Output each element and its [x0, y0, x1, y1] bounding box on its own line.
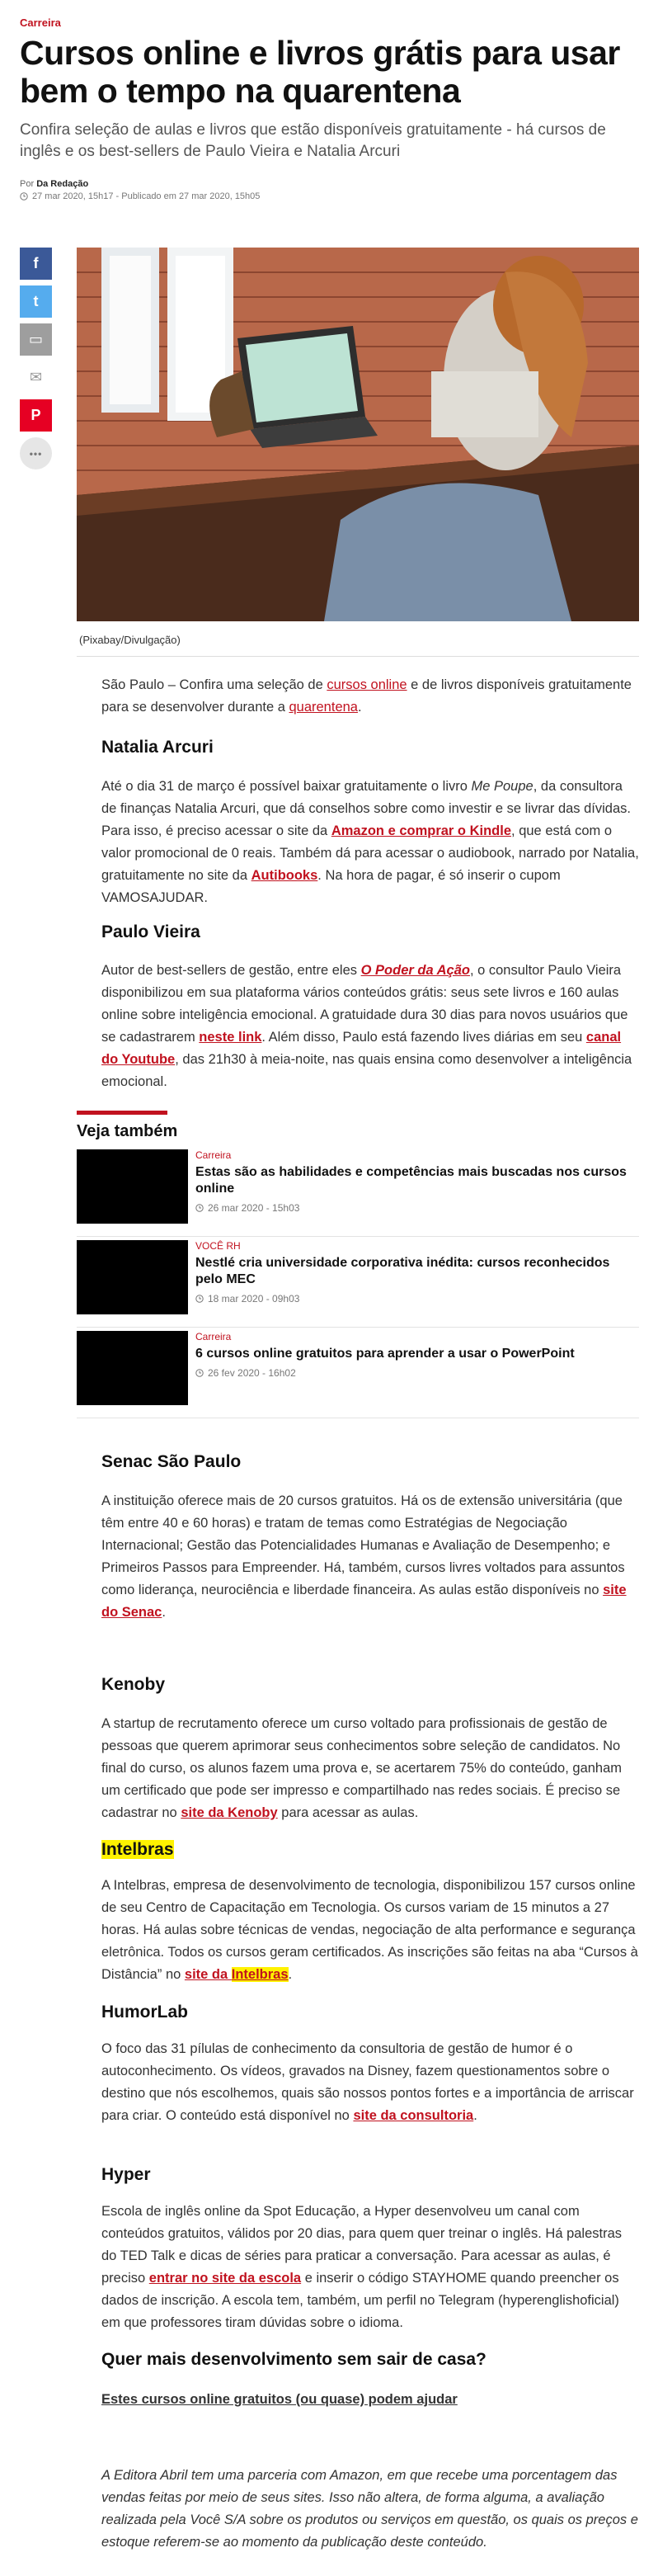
dateline	[20, 191, 638, 201]
related-headline[interactable]: 6 cursos online gratuitos para aprender a usar o PowerPoint	[195, 1347, 575, 1361]
hyper-section	[101, 2165, 639, 2185]
intelbras-text-1: A Intelbras, empresa de desenvolvimento de tecnologia, disponibilizou 157 cursos online de seu Centro de Capacitação em Tecnologia. Os cursos variam de 15 minutos a 27 horas. Há aulas sobre técnicas de vendas, negociação de alta performance e segurança eletrônica. Todos os cursos geram certificados. As inscrições são feitas na aba “Cursos à Distância” no	[101, 1878, 638, 1982]
intelbras-text-2: .	[288, 1967, 293, 1982]
related-accent-bar	[77, 1111, 167, 1115]
intelbras-section	[101, 1840, 639, 1860]
related-item[interactable]	[77, 1331, 639, 1418]
humorlab-text-2: .	[473, 2108, 477, 2123]
humorlab-heading: HumorLab	[101, 2003, 188, 2022]
share-rail	[20, 248, 53, 475]
intelbras-link-text[interactable]: site da	[184, 1967, 232, 1982]
image-caption: (Pixabay/Divulgação)	[79, 634, 181, 646]
senac-text-2: .	[162, 1605, 166, 1620]
amazon-kindle-link[interactable]: Amazon e comprar o Kindle	[331, 823, 512, 838]
disclaimer-section	[101, 2465, 639, 2554]
related-text	[195, 1240, 639, 1305]
comment-icon: ▭	[28, 331, 43, 347]
hero-illustration	[77, 248, 639, 621]
intelbras-site-link[interactable]	[185, 1967, 289, 1982]
intro-text-1: São Paulo – Confira uma seleção de	[101, 677, 327, 692]
hyper-body	[101, 2201, 639, 2334]
envelope-icon: ✉	[29, 369, 43, 385]
paulo-paragraph	[101, 960, 639, 1093]
more-section	[101, 2350, 639, 2370]
section-link[interactable]: Carreira	[20, 17, 61, 29]
paulo-heading: Paulo Vieira	[101, 922, 200, 941]
kenoby-body	[101, 1713, 639, 1824]
senac-paragraph	[101, 1490, 639, 1624]
humorlab-section	[101, 2003, 639, 2022]
senac-body	[101, 1490, 639, 1624]
paulo-section	[101, 922, 639, 942]
natalia-heading: Natalia Arcuri	[101, 738, 214, 757]
intelbras-link-highlight[interactable]: Intelbras	[231, 1967, 289, 1982]
humorlab-paragraph	[101, 2038, 639, 2127]
natalia-text-2: , da consultora de finanças Natalia Arcuri, que dá conselhos sobre como investir e se livrar das dívidas. Para isso, é preciso acessar o site da	[101, 779, 631, 838]
kenoby-heading: Kenoby	[101, 1675, 166, 1694]
free-courses-link[interactable]: Estes cursos online gratuitos (ou quase) podem ajudar	[101, 2392, 458, 2407]
more-share-button[interactable]	[20, 437, 52, 469]
kenoby-section	[101, 1675, 639, 1695]
hyper-text-1: Escola de inglês online da Spot Educação, a Hyper desenvolveu um canal com conteúdos gratuitos, válidos por 20 dias, para quem quer treinar o inglês. Há palestras do TED Talk e dicas de séries para praticar a conversação. Para acessar as aulas, é preciso	[101, 2204, 623, 2286]
clock-icon	[195, 1204, 204, 1212]
clock-icon	[20, 192, 28, 201]
hyper-site-link[interactable]: entrar no site da escola	[148, 2271, 302, 2286]
related-thumbnail[interactable]	[77, 1240, 188, 1314]
book-title: Me Poupe	[471, 779, 533, 794]
audiobooks-link[interactable]: Autibooks	[251, 868, 318, 883]
related-category[interactable]: VOCÊ RH	[195, 1240, 241, 1252]
signup-link[interactable]: neste link	[199, 1030, 262, 1045]
paulo-text-2: , o consultor Paulo Vieira disponibilizou em sua plataforma vários conteúdos grátis: seus sete livros e 160 aulas online sobre inteligência emocional. A gratuidade dura 30 dias para novos usuários que se cadastrarem	[101, 963, 628, 1045]
related-text	[195, 1331, 639, 1379]
natalia-text-1: Até o dia 31 de março é possível baixar gratuitamente o livro	[101, 779, 472, 794]
comments-button[interactable]	[20, 323, 52, 356]
related-text	[195, 1149, 639, 1214]
related-date	[195, 1367, 639, 1379]
poder-da-acao-link[interactable]: O Poder da Ação	[360, 963, 470, 978]
amazon-disclaimer: A Editora Abril tem uma parceria com Amazon, em que recebe uma porcentagem das vendas feitas por meio de seus sites. Isso não altera, de forma alguma, a avaliação realizada pela Você S/A sobre os produtos ou serviços em questão, os quais os preços e estoque referem-se ao momento da publicação deste conteúdo.	[101, 2468, 638, 2550]
related-date-text: 26 mar 2020 - 15h03	[208, 1202, 300, 1214]
paulo-text-1: Autor de best-sellers de gestão, entre eles	[101, 963, 361, 978]
article-title: Cursos online e livros grátis para usar bem o tempo na quarentena	[20, 34, 620, 110]
humorlab-text-1: O foco das 31 pílulas de conhecimento da consultoria de gestão de humor é o autoconhecimento. Os vídeos, gravados na Disney, fazem questionamentos sobre o destino que nós escolhemos, quais são nossos pontos fortes e a importância de arriscar para criar. O conteúdo está disponível no	[101, 2041, 634, 2123]
related-headline[interactable]: Nestlé cria universidade corporativa inédita: cursos reconhecidos pelo MEC	[195, 1256, 610, 1286]
email-share-button[interactable]	[20, 361, 52, 394]
related-item[interactable]	[77, 1240, 639, 1328]
article-subtitle: Confira seleção de aulas e livros que estão disponíveis gratuitamente - há cursos de inglês e os best-sellers de Paulo Vieira e Natalia Arcuri	[20, 121, 606, 160]
senac-heading: Senac São Paulo	[101, 1452, 242, 1471]
kenoby-site-link[interactable]: site da Kenoby	[181, 1805, 278, 1820]
related-thumbnail[interactable]	[77, 1149, 188, 1224]
clock-icon	[195, 1369, 204, 1377]
intro-section	[101, 674, 639, 719]
senac-site-link[interactable]: site do Senac	[101, 1583, 627, 1620]
related-headline[interactable]: Estas são as habilidades e competências mais buscadas nos cursos online	[195, 1165, 627, 1196]
intelbras-paragraph	[101, 1875, 639, 1986]
kenoby-text-1: A startup de recrutamento oferece um curso voltado para profissionais de gestão de pessoas que querem aprimorar seus conhecimentos sobre seleção de candidatos. No final do curso, os alunos fazem uma prova e, se acertarem 75% do conteúdo, ganham um certificado que pode ser impresso e compartilhado nas redes sociais. É preciso se cadastrar no	[101, 1716, 623, 1820]
related-thumbnail[interactable]	[77, 1331, 188, 1405]
related-item[interactable]	[77, 1149, 639, 1237]
intro-text-3: .	[357, 700, 362, 715]
natalia-text-3: , que está com o valor promocional de 0 reais. Também dá para acessar o audiobook, narrado por Natalia, gratuitamente no site da	[101, 823, 639, 883]
intro-paragraph	[101, 674, 639, 719]
paulo-text-3: . Além disso, Paulo está fazendo lives diárias em seu	[261, 1030, 586, 1045]
pinterest-share-button[interactable]	[20, 399, 52, 432]
related-date	[195, 1202, 639, 1214]
related-date-text: 18 mar 2020 - 09h03	[208, 1293, 300, 1305]
publish-date: 27 mar 2020, 15h17 - Publicado em 27 mar 2020, 15h05	[32, 191, 261, 201]
related-category[interactable]: Carreira	[195, 1331, 232, 1342]
facebook-share-button[interactable]	[20, 248, 52, 280]
facebook-icon: f	[33, 255, 39, 271]
hyper-heading: Hyper	[101, 2165, 151, 2184]
clock-icon	[195, 1295, 204, 1303]
twitter-share-button[interactable]	[20, 285, 52, 318]
quarantine-link[interactable]: quarentena	[289, 700, 358, 715]
author-link[interactable]: Da Redação	[36, 179, 89, 189]
caption-divider	[77, 656, 639, 657]
twitter-icon: t	[33, 293, 39, 309]
hero-image	[77, 248, 639, 621]
kenoby-text-2: para acessar as aulas.	[277, 1805, 419, 1820]
more-icon: •••	[29, 447, 43, 460]
related-date-text: 26 fev 2020 - 16h02	[208, 1367, 296, 1379]
natalia-body	[101, 776, 639, 909]
intro-text-2: e de livros disponíveis gratuitamente para se desenvolver durante a	[101, 677, 632, 715]
related-articles	[77, 1111, 639, 1379]
paulo-body	[101, 960, 639, 1093]
natalia-section	[101, 738, 639, 757]
senac-section	[101, 1452, 639, 1472]
intelbras-heading	[101, 1840, 639, 1860]
natalia-text-4: . Na hora de pagar, é só inserir o cupom VAMOSAJUDAR.	[101, 868, 561, 905]
humorlab-body	[101, 2038, 639, 2127]
youtube-channel-link[interactable]: canal do Youtube	[101, 1030, 622, 1067]
hyper-text-2: e inserir o código STAYHOME quando preencher os dados de inscrição. A escola tem, também, um perfil no Telegram (hyperenglishoficial) em que professores tiram dúvidas sobre o idioma.	[101, 2271, 619, 2330]
senac-text-1: A instituição oferece mais de 20 cursos gratuitos. Há os de extensão universitária (que têm entre 40 e 60 horas) e tratam de temas como Estratégias de Negociação Internacional; Gestão das Potencialidades Humanas e Avaliação de Desempenho; e Primeiros Passos para Empreender. Há, também, cursos livres voltados para assuntos como liderança, neurociência e liberdade financeira. As aulas estão disponíveis no	[101, 1493, 625, 1597]
byline-prefix: Por	[20, 179, 35, 189]
more-heading: Quer mais desenvolvimento sem sair de casa?	[101, 2350, 486, 2369]
pinterest-icon: P	[31, 407, 41, 423]
article-header	[20, 17, 638, 201]
intelbras-body	[101, 1875, 639, 1986]
intelbras-heading-text: Intelbras	[101, 1840, 174, 1859]
natalia-paragraph	[101, 776, 639, 909]
online-courses-link[interactable]: cursos online	[327, 677, 407, 692]
related-title: Veja também	[77, 1122, 178, 1140]
more-link-wrap	[101, 2389, 639, 2411]
paulo-text-4: , das 21h30 à meia-noite, nas quais ensina como desenvolver a inteligência emocional.	[101, 1052, 632, 1089]
kenoby-paragraph	[101, 1713, 639, 1824]
humorlab-site-link[interactable]: site da consultoria	[353, 2108, 474, 2123]
byline	[20, 179, 638, 189]
hyper-paragraph	[101, 2201, 639, 2334]
related-category[interactable]: Carreira	[195, 1149, 232, 1161]
related-date	[195, 1293, 639, 1305]
